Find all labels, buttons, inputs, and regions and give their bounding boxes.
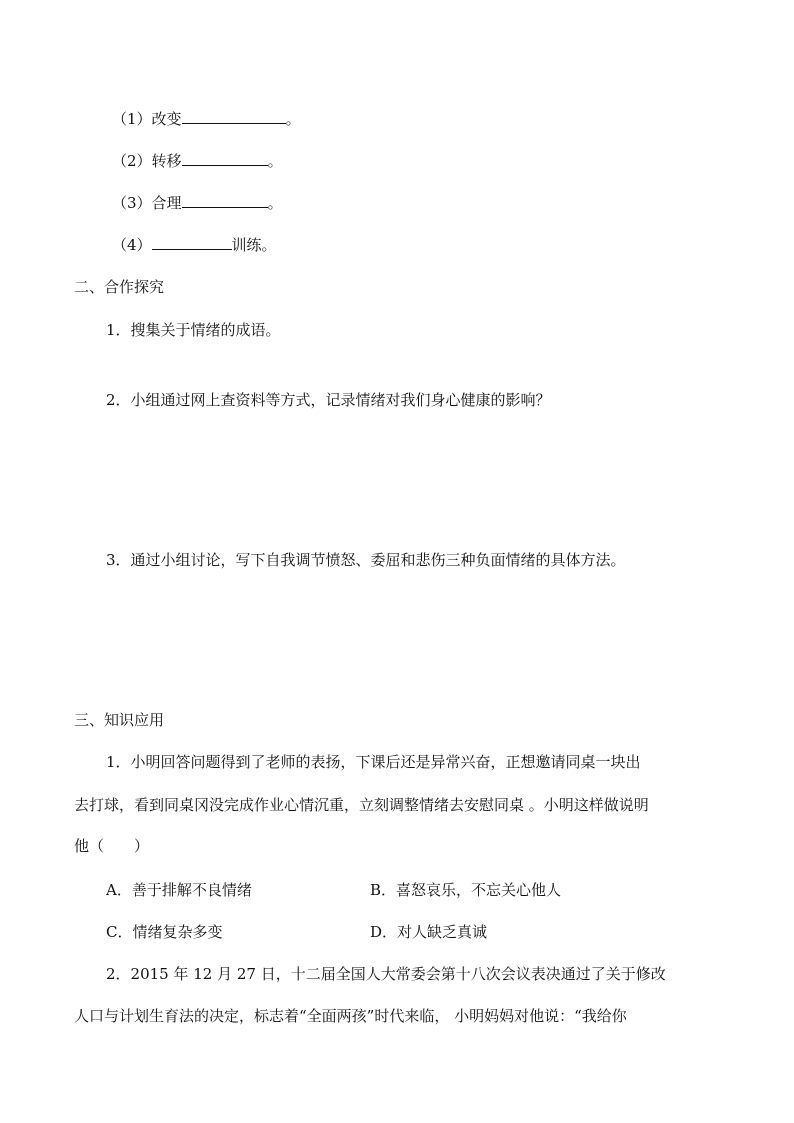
fill-item-number: （4） — [112, 236, 152, 254]
option-a: A．善于排解不良情绪 — [106, 881, 252, 899]
fill-item-number: （3） — [112, 194, 152, 212]
option-b: B．喜怒哀乐，不忘关心他人 — [370, 881, 562, 899]
fill-item-suffix: 。 — [285, 110, 301, 128]
fill-blank[interactable] — [182, 150, 268, 166]
fill-item-prefix: 转移 — [151, 152, 182, 170]
section-2-item-3: 3．通过小组讨论，写下自我调节愤怒、委屈和悲伤三种负面情绪的具体方法。 — [106, 551, 626, 569]
fill-blank[interactable] — [182, 192, 268, 208]
question-2-line-1: 2．2015 年 12 月 27 日，十二届全国人大常委会第十八次会议表决通过了关于修改 — [106, 965, 666, 983]
fill-item-3 — [112, 192, 283, 213]
section-2-title: 二、合作探究 — [74, 278, 165, 296]
fill-item-number: （2） — [112, 152, 152, 170]
option-c: C．情绪复杂多变 — [106, 923, 223, 941]
fill-item-number: （1） — [112, 110, 152, 128]
fill-blank[interactable] — [152, 234, 232, 250]
fill-blank[interactable] — [182, 108, 286, 124]
fill-item-2 — [112, 150, 283, 171]
question-1-line-1: 1．小明回答问题得到了老师的表扬，下课后还是异常兴奋，正想邀请同桌一块出 — [106, 753, 641, 771]
section-2-item-1: 1．搜集关于情绪的成语。 — [106, 321, 281, 339]
fill-item-4 — [112, 234, 277, 255]
question-2-line-2: 人口与计划生育法的决定，标志着“全面两孩”时代来临， 小明妈妈对他说：“我给你 — [74, 1007, 627, 1025]
fill-item-1 — [112, 108, 301, 129]
fill-item-prefix: 合理 — [151, 194, 182, 212]
option-d: D．对人缺乏真诚 — [370, 923, 488, 941]
section-3-title: 三、知识应用 — [74, 711, 165, 729]
fill-item-suffix: 。 — [267, 194, 283, 212]
fill-item-suffix: 。 — [267, 152, 283, 170]
question-1-line-2: 去打球，看到同桌冈没完成作业心情沉重，立刻调整情绪去安慰同桌 。小明这样做说明 — [74, 796, 649, 814]
fill-item-suffix: 训练。 — [231, 236, 277, 254]
section-2-item-2: 2．小组通过网上查资料等方式，记录情绪对我们身心健康的影响？ — [106, 391, 551, 409]
fill-item-prefix: 改变 — [151, 110, 182, 128]
question-1-line-3: 他（ ） — [74, 837, 150, 855]
